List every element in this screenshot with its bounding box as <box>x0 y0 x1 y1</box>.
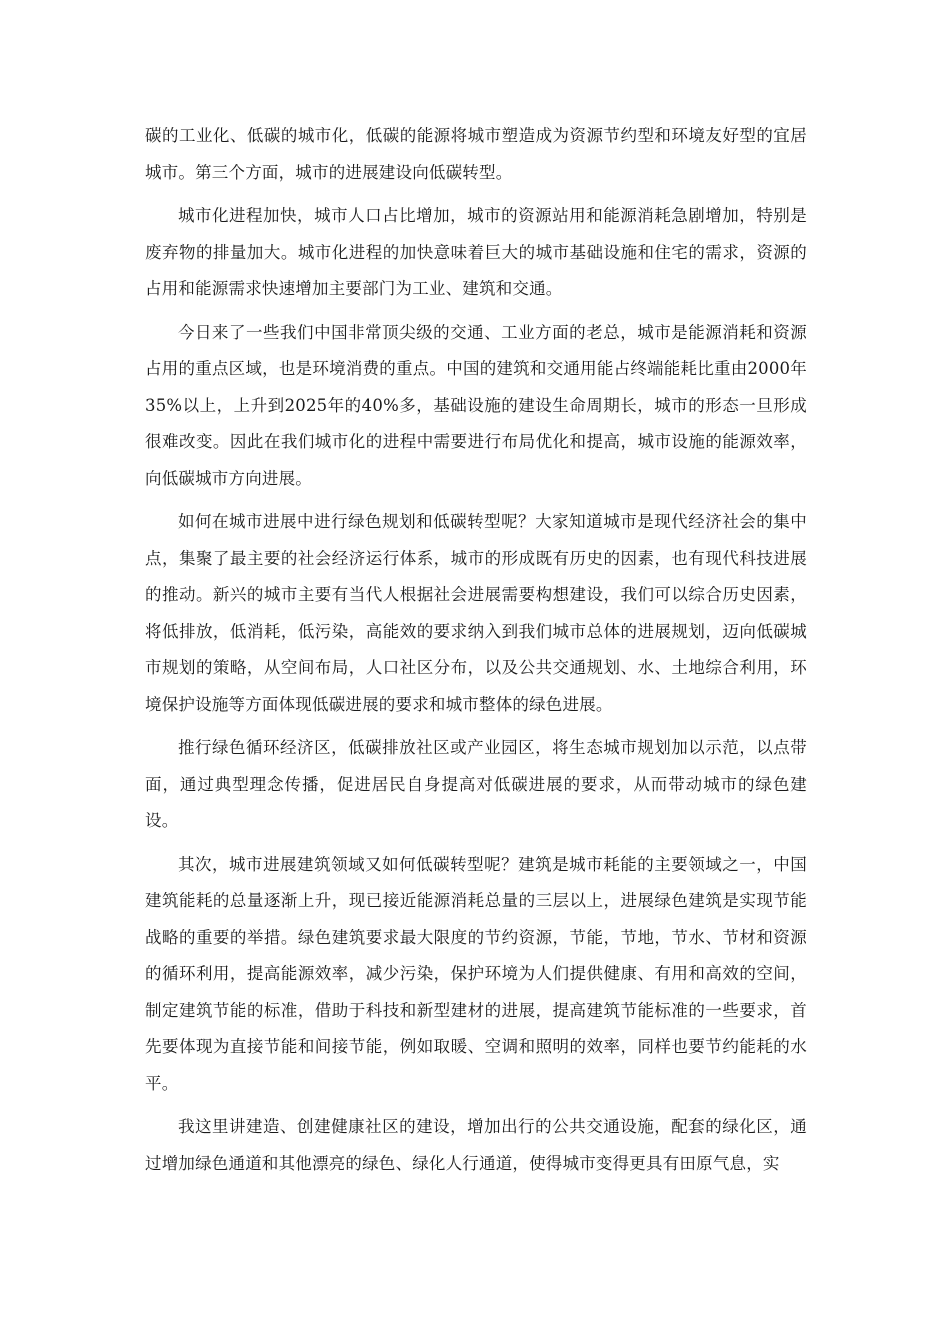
paragraph: 如何在城市进展中进行绿色规划和低碳转型呢？大家知道城市是现代经济社会的集中点，集聚了最主要的社会经济运行体系，城市的形成既有历史的因素，也有现代科技进展的推动。新兴的城市主要有当代人根据社会进展需要构想建设，我们可以综合历史因素，将低排放，低消耗，低污染，高能效的要求纳入到我们城市总体的进展规划，迈向低碳城市规划的策略，从空间布局，人口社区分布，以及公共交通规划、水、土地综合利用，环境保护设施等方面体现低碳进展的要求和城市整体的绿色进展。 <box>145 512 807 714</box>
paragraph: 今日来了一些我们中国非常顶尖级的交通、工业方面的老总，城市是能源消耗和资源占用的重点区域，也是环境消费的重点。中国的建筑和交通用能占终端能耗比重由2000年35%以上，上升到2025年的40%多，基础设施的建设生命周期长，城市的形态一旦形成很难改变。因此在我们城市化的进程中需要进行布局优化和提高，城市设施的能源效率，向低碳城市方向进展。 <box>145 322 807 488</box>
paragraph: 其次，城市进展建筑领域又如何低碳转型呢？建筑是城市耗能的主要领域之一，中国建筑能耗的总量逐渐上升，现已接近能源消耗总量的三层以上，进展绿色建筑是实现节能战略的重要的举措。绿色建筑要求最大限度的节约资源，节能，节地，节水、节材和资源的循环利用，提高能源效率，减少污染，保护环境为人们提供健康、有用和高效的空间，制定建筑节能的标准，借助于科技和新型建材的进展，提高建筑节能标准的一些要求，首先要体现为直接节能和间接节能，例如取暖、空调和照明的效率，同样也要节约能耗的水平。 <box>145 854 807 1093</box>
paragraph: 推行绿色循环经济区，低碳排放社区或产业园区，将生态城市规划加以示范，以点带面，通过典型理念传播，促进居民自身提高对低碳进展的要求，从而带动城市的绿色建设。 <box>145 738 807 830</box>
paragraph: 城市化进程加快，城市人口占比增加，城市的资源站用和能源消耗急剧增加，特别是废弃物的排量加大。城市化进程的加快意味着巨大的城市基础设施和住宅的需求，资源的占用和能源需求快速增加主要部门为工业、建筑和交通。 <box>145 206 807 298</box>
paragraph-continuation: 碳的工业化、低碳的城市化，低碳的能源将城市塑造成为资源节约型和环境友好型的宜居城市。第三个方面，城市的进展建设向低碳转型。 <box>145 126 807 182</box>
document-body <box>145 118 807 1189</box>
paragraph: 我这里讲建造、创建健康社区的建设，增加出行的公共交通设施，配套的绿化区，通过增加绿色通道和其他漂亮的绿色、绿化人行通道，使得城市变得更具有田原气息，实 <box>145 1117 807 1173</box>
